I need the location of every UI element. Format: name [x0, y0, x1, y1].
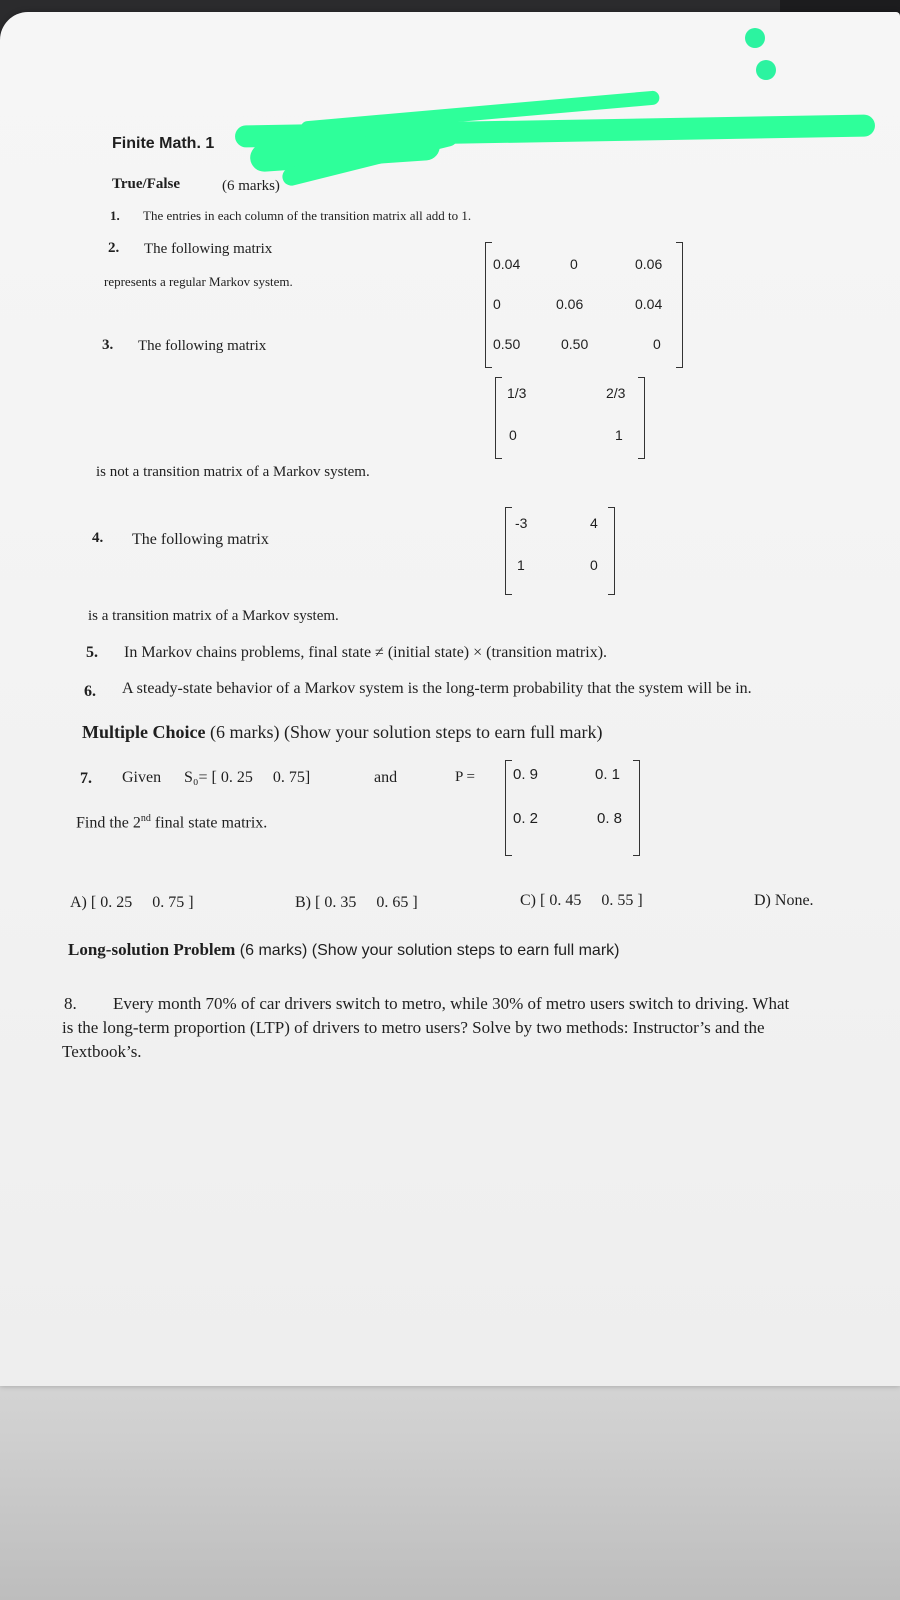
q4-number: 4. — [92, 530, 104, 546]
matrix-cell: 0. 8 — [597, 810, 623, 827]
q6-number: 6. — [84, 683, 96, 700]
matrix-cell: 1/3 — [507, 385, 527, 401]
matrix-cell: 2/3 — [606, 385, 626, 401]
matrix-cell: 0.04 — [635, 296, 663, 312]
course-title: Finite Math. 1 — [112, 135, 215, 152]
highlight-dot — [756, 60, 776, 80]
q3-text: The following matrix — [138, 338, 267, 354]
matrix-cell: 0.50 — [493, 336, 521, 352]
q7-find — [76, 813, 267, 832]
matrix-cell: -3 — [515, 515, 528, 531]
option-a: A) [ 0. 25 0. 75 ] — [70, 894, 194, 911]
q7-find-post: final state matrix. — [150, 814, 268, 832]
matrix-cell: 0 — [570, 256, 578, 272]
q5-number: 5. — [86, 644, 98, 661]
q3-number: 3. — [102, 337, 114, 353]
q7-and: and — [374, 769, 398, 786]
matrix-cell: 0.04 — [493, 256, 521, 272]
q1-text: The entries in each column of the transition matrix all add to 1. — [143, 208, 472, 223]
q8-line1: Every month 70% of car drivers switch to metro, while 30% of metro users switch to driving. What — [113, 994, 790, 1013]
q7-find-sup: nd — [140, 813, 151, 824]
q7-s0: S₀= [ 0. 25 0. 75] — [184, 769, 311, 786]
long-heading — [68, 940, 619, 960]
q8-line3: Textbook’s. — [62, 1042, 142, 1061]
q3-suffix: is not a transition matrix of a Markov system. — [96, 464, 370, 480]
matrix-cell: 4 — [590, 515, 598, 531]
matrix-cell: 0.06 — [635, 256, 663, 272]
q2-matrix — [485, 242, 683, 368]
q6-text: A steady-state behavior of a Markov system is the long-term probability that the system will be in. — [122, 680, 752, 697]
exam-sheet — [0, 12, 900, 1386]
matrix-cell: 1 — [517, 557, 525, 573]
q7-find-pre: Find the 2 — [76, 814, 141, 832]
long-heading-title: Long-solution Problem — [68, 940, 236, 959]
matrix-cell: 0. 2 — [513, 810, 539, 827]
mc-heading-title: Multiple Choice — [82, 722, 206, 742]
matrix-cell: 0 — [493, 296, 501, 312]
highlight-dot — [745, 28, 765, 48]
matrix-cell: 1 — [615, 427, 623, 443]
q4-text: The following matrix — [132, 531, 269, 548]
q2-suffix: represents a regular Markov system. — [104, 274, 293, 289]
bracket-left — [505, 507, 512, 595]
q7-given: Given — [122, 769, 162, 786]
q7-number: 7. — [80, 770, 92, 787]
matrix-cell: 0 — [653, 336, 661, 352]
matrix-cell: 0 — [590, 557, 598, 573]
q4-suffix: is a transition matrix of a Markov system. — [88, 608, 339, 624]
bracket-right — [608, 507, 615, 595]
option-c: C) [ 0. 45 0. 55 ] — [520, 892, 643, 909]
matrix-cell: 0.50 — [561, 336, 589, 352]
q7-p-label: P = — [455, 769, 475, 785]
q3-matrix — [495, 377, 645, 459]
q8-number: 8. — [64, 994, 77, 1013]
option-d: D) None. — [754, 892, 814, 909]
mc-heading — [82, 722, 602, 743]
matrix-cell: 0.06 — [556, 296, 584, 312]
q7-matrix — [505, 760, 640, 856]
bracket-right — [676, 242, 683, 368]
bracket-left — [485, 242, 492, 368]
bracket-left — [505, 760, 512, 856]
option-b: B) [ 0. 35 0. 65 ] — [295, 894, 418, 911]
q8-line2: is the long-term proportion (LTP) of drivers to metro users? Solve by two methods: Instructor’s and the — [62, 1018, 765, 1037]
matrix-cell: 0 — [509, 427, 517, 443]
q5-text: In Markov chains problems, final state ≠ (initial state) × (transition matrix). — [124, 644, 608, 661]
q2-text: The following matrix — [144, 241, 273, 257]
q4-matrix — [505, 507, 615, 595]
q2-number: 2. — [108, 240, 120, 256]
matrix-cell: 0. 1 — [595, 766, 621, 783]
bracket-right — [633, 760, 640, 856]
tf-heading: True/False — [112, 176, 181, 192]
matrix-cell: 0. 9 — [513, 766, 539, 783]
q1-number: 1. — [110, 208, 120, 223]
bracket-right — [638, 377, 645, 459]
mc-heading-rest: (6 marks) (Show your solution steps to earn full mark) — [205, 722, 603, 742]
long-heading-rest: (6 marks) (Show your solution steps to earn full mark) — [235, 942, 620, 959]
tf-marks: (6 marks) — [222, 178, 280, 194]
bracket-left — [495, 377, 502, 459]
